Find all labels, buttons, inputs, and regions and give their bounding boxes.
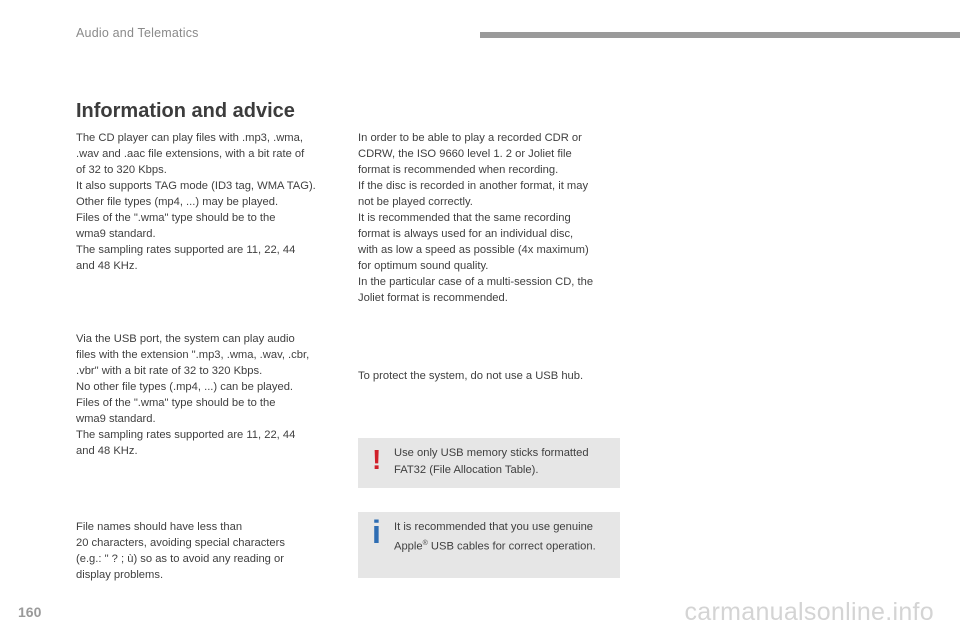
watermark: carmanualsonline.info [684, 598, 934, 626]
warning-text: Use only USB memory sticks formatted FAT32 (File Allocation Table). [394, 447, 589, 476]
info-text-before: It is recommended that you use genuine Apple [394, 521, 594, 553]
header-section-title: Audio and Telematics [76, 26, 199, 40]
info-text-after: USB cables for correct operation. [427, 540, 596, 553]
usb-paragraph: Via the USB port, the system can play audio files with the extension ".mp3, .wma, .wav, .cbr, .vbr" with a bit rate of 32 to 320 Kbps. No other file types (.mp4, ...) can be played. Files of the ".wma" type should be to the wma9 standard. The sampling rates supported are 11, 22, 44 and 48 KHz. [76, 333, 310, 457]
header-bar [480, 32, 960, 38]
warning-box [358, 438, 620, 488]
info-text [394, 519, 612, 555]
cd-player-paragraph: The CD player can play files with .mp3, .wma, .wav and .aac file extensions, with a bit rate of of 32 to 320 Kbps. It also supports TAG mode (ID3 tag, WMA TAG). Other file types (mp4, ...) may be played. Files of the ".wma" type should be to the wma9 standard. The sampling rates supported are 11, 22, 44 and 48 KHz. [76, 132, 316, 272]
page-number: 160 [18, 604, 42, 620]
warning-icon: ! [372, 444, 382, 475]
filename-paragraph: File names should have less than 20 characters, avoiding special characters (e.g.: " ? ; ù) so as to avoid any reading or display problems. [76, 521, 285, 581]
info-box [358, 512, 620, 578]
info-icon: i [372, 514, 381, 550]
page-title: Information and advice [76, 100, 295, 122]
cdr-paragraph: In order to be able to play a recorded CDR or CDRW, the ISO 9660 level 1. 2 or Joliet file format is recommended when recording. If the disc is recorded in another format, it may not be played correctly. It is recommended that the same recording format is always used for an individual disc, with as low a speed as possible (4x maximum) for optimum sound quality. In the particular case of a multi-session CD, the Joliet format is recommended. [358, 132, 594, 304]
registered-mark: ® [422, 539, 428, 547]
usb-hub-paragraph: To protect the system, do not use a USB hub. [358, 370, 584, 382]
